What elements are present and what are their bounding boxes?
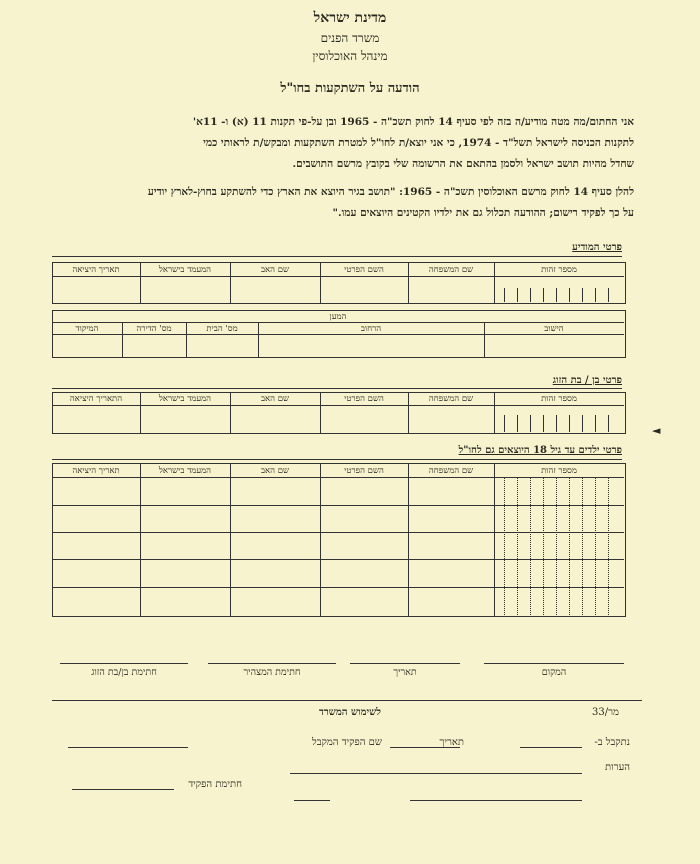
office-use-title: לשימוש המשרד (319, 707, 381, 718)
informant-col-firstname: השם הפרטי (344, 265, 384, 275)
children-input-row-5[interactable] (53, 588, 624, 614)
spouse-input-row[interactable] (53, 406, 624, 432)
quote-line-1: להלן סעיף 14 לחוק מרשם האוכלוסין תשכ"ה - 1965: "תושב בגיר היוצא את הארץ כדי להשתקע בחוץ-לארץ יודיע (147, 186, 634, 198)
declarant-signature-field[interactable] (208, 646, 336, 663)
informant-section-title: פרטי המודיע (572, 242, 622, 253)
children-input-row-3[interactable] (53, 533, 624, 559)
informant-col-surname: שם המשפחה (428, 265, 474, 275)
notes-field[interactable] (290, 758, 582, 773)
clerk-signature-field[interactable] (72, 774, 174, 789)
clerk-name-field[interactable] (68, 732, 188, 747)
children-col-firstname: השם הפרטי (344, 466, 384, 476)
spouse-signature-field[interactable] (60, 646, 188, 663)
ministry-name: משרד הפנים (320, 31, 380, 45)
quote-paragraph (24, 182, 634, 224)
date-signature-label: תאריך (393, 667, 417, 678)
address-input-row[interactable] (53, 335, 624, 356)
address-title: המען (329, 312, 347, 322)
clerk-name-label: שם הפקיד המקבל (312, 737, 382, 748)
state-name: מדינת ישראל (313, 10, 387, 26)
children-col-father: שם האב (260, 466, 290, 476)
form-code: מר/33 (592, 707, 619, 718)
informant-col-father: שם האב (260, 265, 290, 275)
form-title: הודעה על השתקעות בחו"ל (280, 81, 420, 96)
declaration-paragraph (24, 112, 634, 175)
spouse-col-firstname: השם הפרטי (344, 394, 384, 404)
spouse-signature-label: חתימת בן/בת הזוג (91, 667, 157, 678)
spouse-col-father: שם האב (260, 394, 290, 404)
declaration-line-2: לתקנות הכניסה לישראל תשל"ד - 1974, כי אני יוצא/ת לחו"ל למטרת השתקעות ומבקש/ת לראותי כמי (203, 137, 634, 149)
margin-arrow-icon: ◄ (652, 424, 661, 437)
children-input-row-4[interactable] (53, 560, 624, 586)
address-col-apartment: מס' הדירה (136, 324, 172, 334)
informant-col-departure: תאריך היציאה (72, 265, 120, 275)
spouse-col-departure: התאריך היציאה (69, 394, 123, 404)
notes-label: הערות (605, 762, 630, 773)
children-input-row-2[interactable] (53, 506, 624, 532)
address-col-street: הרחוב (360, 324, 382, 334)
administration-name: מינהל האוכלוסין (312, 49, 388, 63)
children-input-row-1[interactable] (53, 478, 624, 504)
informant-col-id: מספר זהות (541, 265, 577, 275)
address-col-house: מס' הבית (206, 324, 238, 334)
children-col-surname: שם המשפחה (428, 466, 474, 476)
informant-col-status: המעמד בישראל (158, 265, 212, 275)
spouse-col-id: מספר זהות (541, 394, 577, 404)
spouse-section-title: פרטי בן / בת הזוג (552, 375, 622, 386)
place-signature-label: המקום (541, 667, 567, 678)
received-at-field[interactable] (520, 732, 582, 747)
informant-top-rule (52, 256, 622, 257)
received-at-label: נתקבל ב- (594, 737, 630, 748)
address-col-zip: המיקוד (75, 324, 99, 334)
informant-input-row[interactable] (53, 277, 624, 302)
spouse-col-surname: שם המשפחה (428, 394, 474, 404)
spouse-col-status: המעמד בישראל (158, 394, 212, 404)
office-date-field[interactable] (390, 732, 460, 747)
address-col-city: הישוב (544, 324, 564, 334)
children-section-title: פרטי ילדים עד גיל 18 היוצאים גם לחו"ל (458, 445, 622, 456)
quote-line-2: על כך לפקיד רישום; ההודעה תכלול גם את ילדיו הקטינים היוצאים עמו." (332, 207, 634, 219)
declarant-signature-label: חתימת המצהיר (243, 667, 301, 678)
children-col-status: המעמד בישראל (158, 466, 212, 476)
office-date-label: תאריך (439, 737, 464, 748)
declaration-line-1: אני החתום/מה מטה מודיע/ה בזה לפי סעיף 14 לחוק תשכ"ה - 1965 ובן על-פי תקנות 11 (א) ו- 11א' (192, 116, 634, 128)
place-field[interactable] (484, 646, 624, 663)
declaration-line-3: שחדל מהיות תושב ישראל ולסמן בהתאם את הרשומה שלי בקובץ מרשם התושבים. (292, 158, 634, 170)
children-col-departure: תאריך היציאה (72, 466, 120, 476)
children-col-id: מספר זהות (541, 466, 577, 476)
date-field[interactable] (350, 646, 460, 663)
clerk-signature-label: חתימת הפקיד (188, 779, 242, 790)
